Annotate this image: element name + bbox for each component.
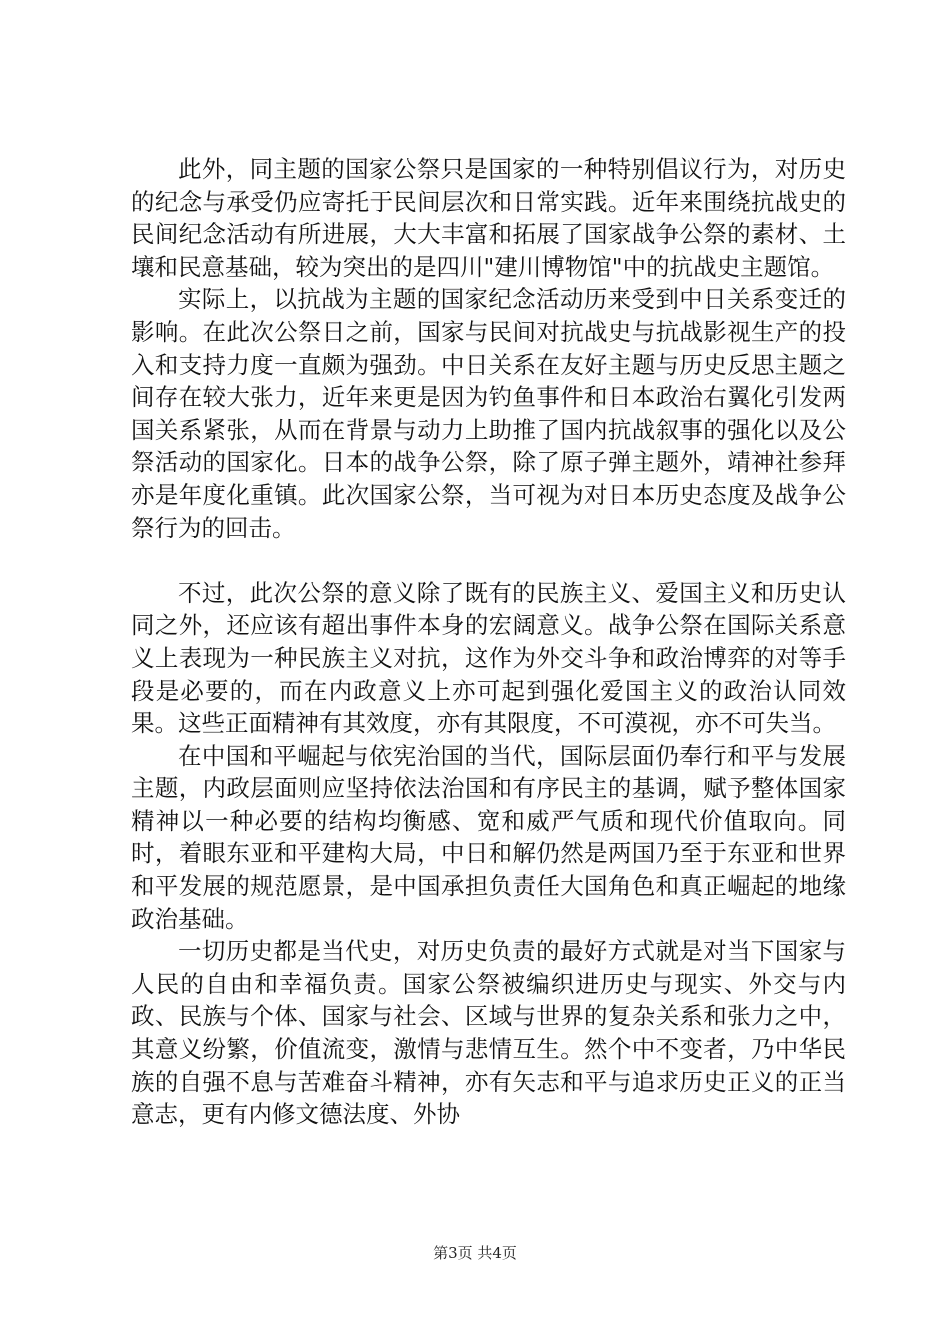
paragraph-1: 此外，同主题的国家公祭只是国家的一种特别倡议行为，对历史的纪念与承受仍应寄托于民间层次和日常实践。近年来围绕抗战史的民间纪念活动有所进展，大大丰富和拓展了国家战争公祭的素材、土壤和民意基础，较为突出的是四川"建川博物馆"中的抗战史主题馆。 <box>131 155 846 281</box>
page-footer: 第3页 共4页 <box>433 1244 517 1262</box>
paragraph-3: 不过，此次公祭的意义除了既有的民族主义、爱国主义和历史认同之外，还应该有超出事件本身的宏阔意义。战争公祭在国际关系意义上表现为一种民族主义对抗，这作为外交斗争和政治博弈的对等手段是必要的，而在内政意义上亦可起到强化爱国主义的政治认同效果。这些正面精神有其效度，亦有其限度，不可漠视，亦不可失当。 <box>131 578 846 738</box>
paragraph-2: 实际上，以抗战为主题的国家纪念活动历来受到中日关系变迁的影响。在此次公祭日之前，国家与民间对抗战史与抗战影视生产的投入和支持力度一直颇为强劲。中日关系在友好主题与历史反思主题之间存在较大张力，近年来更是因为钓鱼事件和日本政治右翼化引发两国关系紧张，从而在背景与动力上助推了国内抗战叙事的强化以及公祭活动的国家化。日本的战争公祭，除了原子弹主题外，靖神社参拜亦是年度化重镇。此次国家公祭，当可视为对日本历史态度及战争公祭行为的回击。 <box>131 285 846 542</box>
body-text <box>131 153 846 1131</box>
paragraph-5: 一切历史都是当代史，对历史负责的最好方式就是对当下国家与人民的自由和幸福负责。国家公祭被编织进历史与现实、外交与内政、民族与个体、国家与社会、区域与世界的复杂关系和张力之中，其意义纷繁，价值流变，激情与悲情互生。然个中不变者，乃中华民族的自强不息与苦难奋斗精神，亦有矢志和平与追求历史正义的正当意志，更有内修文德法度、外协 <box>131 937 846 1129</box>
paragraph-4: 在中国和平崛起与依宪治国的当代，国际层面仍奉行和平与发展主题，内政层面则应坚持依法治国和有序民主的基调，赋予整体国家精神以一种必要的结构均衡感、宽和威严气质和现代价值取向。同时，着眼东亚和平建构大局，中日和解仍然是两国乃至于东亚和世界和平发展的规范愿景，是中国承担负责任大国角色和真正崛起的地缘政治基础。 <box>131 741 846 933</box>
